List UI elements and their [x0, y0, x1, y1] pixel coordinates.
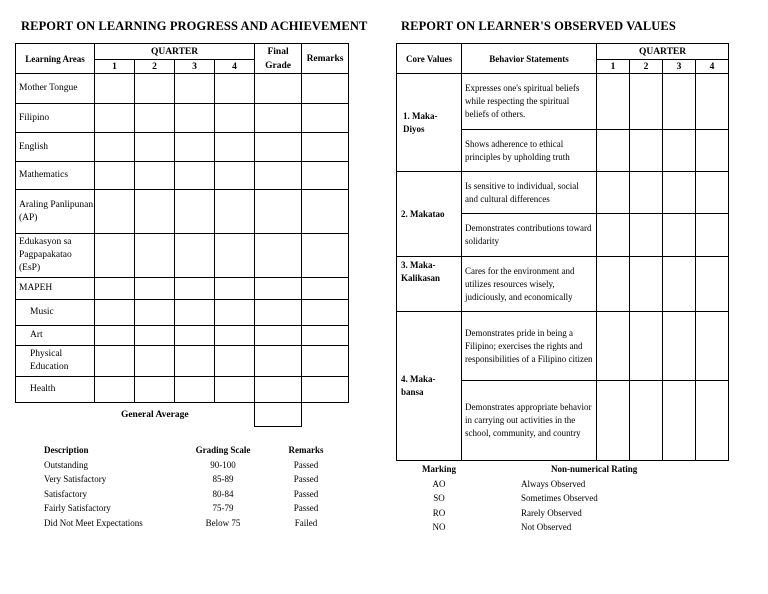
remarks-cell: [302, 234, 349, 278]
subject-name: Music: [16, 300, 95, 326]
description-header: Description: [44, 445, 89, 455]
behavior-statement: Demonstrates contributions toward solidarity: [462, 214, 597, 257]
grading-remarks-header: Remarks: [288, 445, 324, 455]
rating-cell: [663, 172, 696, 214]
rating-cell: [630, 312, 663, 381]
core-value-label: 2. Makatao: [397, 172, 462, 257]
grade-cell: [95, 326, 135, 346]
grade-cell: [135, 377, 175, 403]
grading-remark: Passed: [293, 474, 319, 484]
marking-row: [397, 506, 711, 521]
grading-remark: Passed: [293, 488, 319, 499]
rating-cell: [663, 74, 696, 130]
subject-name: Health: [16, 377, 95, 403]
general-average-remarks: [302, 403, 349, 427]
subject-name: Mother Tongue: [16, 74, 95, 104]
grade-cell: [175, 162, 215, 190]
grade-cell: [215, 377, 255, 403]
rating-cell: [696, 214, 729, 257]
quarter-3-header: 3: [175, 60, 215, 74]
remarks-cell: [302, 326, 349, 346]
subject-name: MAPEH: [16, 278, 95, 300]
grade-cell: [95, 190, 135, 234]
core-value-text: 3. Maka-Kalikasan: [401, 260, 441, 283]
rating-cell: [663, 130, 696, 172]
behavior-row: [397, 257, 729, 312]
grading-range: 75-79: [212, 503, 234, 513]
rating-cell: [696, 257, 729, 312]
grading-description: Did Not Meet Expectations: [44, 517, 143, 528]
rating-cell: [663, 381, 696, 461]
final-grade-cell: [255, 190, 302, 234]
marking-rating: Rarely Observed: [521, 507, 582, 518]
grade-cell: [215, 104, 255, 133]
grading-row: [44, 501, 344, 516]
subject-name: English: [16, 133, 95, 162]
grade-cell: [215, 162, 255, 190]
marking-row: [397, 491, 711, 506]
remarks-cell: [302, 377, 349, 403]
marking-code: RO: [432, 507, 446, 518]
behavior-statement: Expresses one's spiritual beliefs while respecting the spiritual beliefs of others.: [462, 74, 597, 130]
marking-code: SO: [433, 493, 445, 503]
behavior-statement: Cares for the environment and utilizes resources wisely, judiciously, and economically: [462, 257, 597, 312]
grade-cell: [175, 104, 215, 133]
quarter-header: QUARTER: [95, 44, 255, 60]
grade-cell: [95, 346, 135, 377]
grade-cell: [215, 74, 255, 104]
remarks-cell: [302, 300, 349, 326]
rating-cell: [696, 381, 729, 461]
subject-row: [16, 133, 349, 162]
behavior-row: [397, 312, 729, 381]
rating-cell: [696, 74, 729, 130]
core-value-label: [397, 257, 462, 312]
subject-row: [16, 190, 349, 234]
grading-range: Below 75: [205, 517, 241, 528]
marking-code: NO: [432, 522, 446, 532]
grade-cell: [175, 278, 215, 300]
behavior-statement: Is sensitive to individual, social and cultural differences: [462, 172, 597, 214]
final-grade-cell: [255, 133, 302, 162]
quarter-2-header: 2: [135, 60, 175, 74]
grade-cell: [135, 234, 175, 278]
values-quarter-header: QUARTER: [597, 44, 729, 60]
grading-remark: Passed: [293, 503, 319, 513]
rating-cell: [597, 130, 630, 172]
remarks-cell: [302, 74, 349, 104]
grade-cell: [95, 300, 135, 326]
grade-cell: [95, 162, 135, 190]
progress-title: REPORT ON LEARNING PROGRESS AND ACHIEVEMENT: [21, 19, 368, 33]
rating-header: Non-numerical Rating: [551, 464, 638, 474]
rating-cell: [597, 74, 630, 130]
grade-cell: [215, 278, 255, 300]
grading-row: [44, 516, 344, 531]
grade-cell: [95, 133, 135, 162]
remarks-header: Remarks: [302, 44, 349, 74]
marking-header: Marking: [421, 464, 456, 474]
grade-cell: [175, 133, 215, 162]
grading-legend-header: [44, 443, 344, 458]
final-grade-line1: Final: [267, 46, 289, 57]
values-quarter-4-header: 4: [696, 60, 729, 74]
grade-cell: [175, 326, 215, 346]
grading-row: [44, 472, 344, 487]
subject-name: Physical Education: [16, 346, 95, 377]
rating-cell: [597, 214, 630, 257]
behavior-statement: Demonstrates appropriate behavior in carrying out activities in the school, community, and country: [462, 381, 597, 461]
quarter-1-header: 1: [95, 60, 135, 74]
values-title: REPORT ON LEARNER'S OBSERVED VALUES: [401, 19, 676, 33]
values-quarter-2-header: 2: [630, 60, 663, 74]
grade-cell: [135, 278, 175, 300]
general-average-row: [16, 403, 349, 427]
grade-cell: [215, 190, 255, 234]
subject-row: [16, 104, 349, 133]
grading-range: 90-100: [210, 459, 236, 470]
final-grade-cell: [255, 234, 302, 278]
grade-cell: [135, 162, 175, 190]
learning-areas-header: Learning Areas: [16, 44, 95, 74]
final-grade-cell: [255, 278, 302, 300]
remarks-cell: [302, 190, 349, 234]
grade-cell: [215, 346, 255, 377]
grade-cell: [215, 133, 255, 162]
grade-cell: [135, 74, 175, 104]
grading-scale-header: Grading Scale: [195, 445, 251, 455]
remarks-cell: [302, 133, 349, 162]
rating-cell: [630, 214, 663, 257]
final-grade-cell: [255, 104, 302, 133]
rating-cell: [696, 312, 729, 381]
subject-row: [16, 300, 349, 326]
marking-rating: Not Observed: [521, 522, 572, 532]
grade-cell: [175, 74, 215, 104]
grade-cell: [215, 234, 255, 278]
grade-cell: [135, 346, 175, 377]
values-table: [396, 43, 729, 461]
grading-description: Outstanding: [44, 459, 88, 470]
remarks-cell: [302, 346, 349, 377]
rating-cell: [630, 172, 663, 214]
quarter-4-header: 4: [215, 60, 255, 74]
marking-code: AO: [432, 478, 446, 489]
general-average-cell: [255, 403, 302, 427]
core-value-label: [397, 312, 462, 461]
grade-cell: [135, 104, 175, 133]
general-average-label: General Average: [16, 403, 255, 427]
grade-cell: [95, 74, 135, 104]
rating-cell: [663, 214, 696, 257]
grade-cell: [135, 190, 175, 234]
grade-cell: [215, 300, 255, 326]
subject-row: [16, 162, 349, 190]
rating-cell: [597, 172, 630, 214]
behavior-row: [397, 172, 729, 214]
subject-row: [16, 74, 349, 104]
final-grade-cell: [255, 300, 302, 326]
grade-cell: [175, 377, 215, 403]
grading-scale-legend: [44, 443, 344, 530]
grade-cell: [95, 377, 135, 403]
rating-cell: [597, 257, 630, 312]
core-value-text: 4. Maka-bansa: [401, 374, 436, 397]
rating-cell: [597, 381, 630, 461]
marking-rating: Always Observed: [521, 478, 586, 489]
core-value-label: [397, 74, 462, 172]
remarks-cell: [302, 104, 349, 133]
core-values-header: Core Values: [397, 44, 462, 74]
behavior-row: [397, 74, 729, 130]
subject-row: [16, 377, 349, 403]
final-grade-cell: [255, 346, 302, 377]
subject-name: Art: [16, 326, 95, 346]
core-value-text: 1. Maka-Diyos: [403, 110, 438, 134]
final-grade-line2: Grade: [265, 60, 291, 71]
rating-cell: [663, 257, 696, 312]
behavior-statement: Shows adherence to ethical principles by upholding truth: [462, 130, 597, 172]
subject-row: [16, 234, 349, 278]
grading-row: [44, 458, 344, 473]
final-grade-cell: [255, 74, 302, 104]
grade-cell: [135, 300, 175, 326]
marking-row: [397, 477, 711, 492]
grading-range: 85-89: [212, 474, 234, 484]
final-grade-cell: [255, 377, 302, 403]
remarks-cell: [302, 162, 349, 190]
marking-legend-header: [397, 462, 711, 477]
rating-cell: [630, 74, 663, 130]
behavior-statement: Demonstrates pride in being a Filipino; exercises the rights and responsibilities of a Filipino citizen: [462, 312, 597, 381]
subject-row: [16, 346, 349, 377]
subject-name: Araling Panlipunan (AP): [16, 190, 95, 234]
marking-row: [397, 520, 711, 535]
progress-table: [15, 43, 349, 427]
grading-remark: Passed: [293, 459, 319, 470]
grade-cell: [175, 300, 215, 326]
grading-range: 80-84: [212, 488, 234, 499]
grade-cell: [175, 234, 215, 278]
rating-cell: [630, 381, 663, 461]
final-grade-header: [255, 44, 302, 74]
grading-description: Fairly Satisfactory: [44, 503, 111, 513]
rating-cell: [663, 312, 696, 381]
grade-cell: [95, 104, 135, 133]
grade-cell: [95, 278, 135, 300]
rating-cell: [696, 172, 729, 214]
grade-cell: [175, 190, 215, 234]
grade-cell: [135, 133, 175, 162]
remarks-cell: [302, 278, 349, 300]
grade-cell: [175, 346, 215, 377]
grade-cell: [135, 326, 175, 346]
subject-name: Edukasyon sa Pagpapakatao (EsP): [16, 234, 95, 278]
grading-description: Very Satisfactory: [44, 474, 107, 484]
grade-cell: [215, 326, 255, 346]
grading-row: [44, 487, 344, 502]
subject-name: Mathematics: [16, 162, 95, 190]
subject-row: [16, 326, 349, 346]
subject-row: [16, 278, 349, 300]
marking-rating: Sometimes Observed: [521, 493, 598, 503]
behavior-statements-header: Behavior Statements: [462, 44, 597, 74]
values-quarter-1-header: 1: [597, 60, 630, 74]
rating-cell: [597, 312, 630, 381]
subject-name: Filipino: [16, 104, 95, 133]
values-quarter-3-header: 3: [663, 60, 696, 74]
grade-cell: [95, 234, 135, 278]
marking-legend: [397, 462, 711, 535]
final-grade-cell: [255, 162, 302, 190]
final-grade-cell: [255, 326, 302, 346]
grading-description: Satisfactory: [44, 488, 87, 499]
rating-cell: [630, 130, 663, 172]
rating-cell: [696, 130, 729, 172]
rating-cell: [630, 257, 663, 312]
grading-remark: Failed: [294, 517, 318, 528]
